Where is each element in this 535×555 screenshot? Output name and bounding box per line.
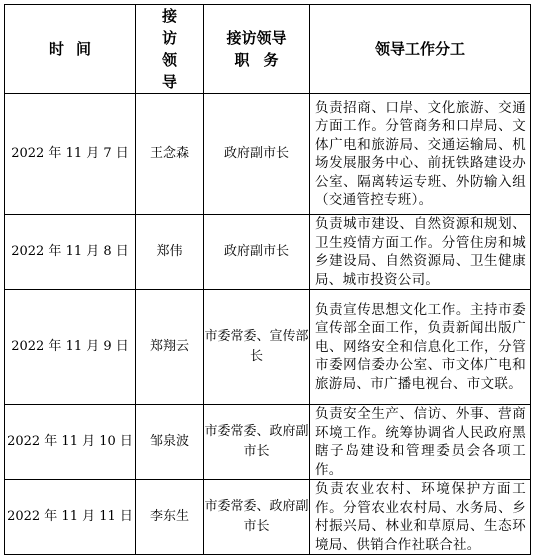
row-date: 2022 年 11 月 10 日	[5, 405, 136, 480]
row-leader: 郑翔云	[136, 290, 204, 405]
row-position: 市委常委、政府副市长	[204, 405, 310, 480]
row-leader: 李东生	[136, 480, 204, 555]
leader-schedule-table	[4, 4, 531, 555]
row-position: 政府副市长	[204, 215, 310, 290]
row-duties: 负责城市建设、自然资源和规划、卫生疫情方面工作。分管住房和城乡建设局、自然资源局、卫生健康局、城市投资公司。	[310, 215, 531, 290]
row-date: 2022 年 11 月 7 日	[5, 94, 136, 215]
row-position: 市委常委、宣传部长	[204, 290, 310, 405]
row-date: 2022 年 11 月 9 日	[5, 290, 136, 405]
header-duties: 领导工作分工	[310, 5, 531, 94]
row-duties: 负责招商、口岸、文化旅游、交通方面工作。分管商务和口岸局、文体广电和旅游局、交通运输局、机场发展服务中心、前抚铁路建设办公室、隔离转运专班、外防输入组（交通管控专班）。	[310, 94, 531, 215]
row-position: 政府副市长	[204, 94, 310, 215]
table-row	[5, 405, 531, 480]
header-row	[5, 5, 531, 94]
header-time: 时间	[5, 5, 136, 94]
row-leader: 邹泉波	[136, 405, 204, 480]
table-row	[5, 480, 531, 555]
header-position: 接访领导 职务	[204, 5, 310, 94]
row-date: 2022 年 11 月 11 日	[5, 480, 136, 555]
row-position: 市委常委、政府副市长	[204, 480, 310, 555]
table-row	[5, 215, 531, 290]
row-date: 2022 年 11 月 8 日	[5, 215, 136, 290]
row-leader: 郑伟	[136, 215, 204, 290]
header-leader: 接访 领导	[136, 5, 204, 94]
table-row	[5, 290, 531, 405]
row-duties: 负责农业农村、环境保护方面工作。分管农业农村局、水务局、乡村振兴局、林业和草原局、生态环境局、供销合作社联合社。	[310, 480, 531, 555]
row-duties: 负责宣传思想文化工作。主持市委宣传部全面工作，负责新闻出版广电、网络安全和信息化工作，分管市委网信委办公室、市文体广电和旅游局、市广播电视台、市文联。	[310, 290, 531, 405]
row-duties: 负责安全生产、信访、外事、营商环境工作。统筹协调省人民政府黑瞎子岛建设和管理委员会各项工作。	[310, 405, 531, 480]
row-leader: 王念森	[136, 94, 204, 215]
table-row	[5, 94, 531, 215]
